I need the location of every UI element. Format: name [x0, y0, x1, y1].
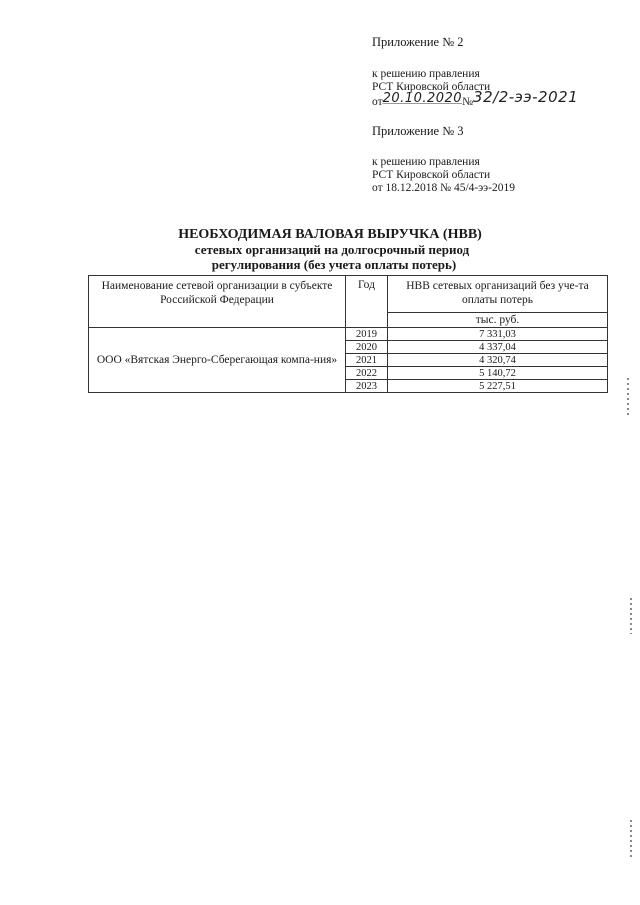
- appendix-2-line-2: РСТ Кировской области: [372, 81, 491, 93]
- header-unit: тыс. руб.: [388, 312, 608, 327]
- year-cell: 2020: [346, 341, 388, 354]
- year-cell: 2023: [346, 380, 388, 393]
- appendix-3-line-1: к решению правления: [372, 156, 480, 168]
- handwritten-number: 32/2-ээ-2021: [473, 88, 579, 106]
- header-year: Год: [346, 276, 388, 328]
- header-nvv: НВВ сетевых организаций без уче-та оплаты потерь: [388, 276, 608, 313]
- appendix-3-line-2: РСТ Кировской области: [372, 169, 491, 181]
- value-cell: 7 331,03: [388, 328, 608, 341]
- value-cell: 5 140,72: [388, 367, 608, 380]
- document-title: НЕОБХОДИМАЯ ВАЛОВАЯ ВЫРУЧКА (НВВ): [178, 227, 482, 242]
- nvv-table: [88, 275, 608, 393]
- document-subtitle-2: регулирования (без учета оплаты потерь): [211, 257, 457, 272]
- document-subtitle-1: сетевых организаций на долгосрочный период: [194, 242, 470, 257]
- value-cell: 4 320,74: [388, 354, 608, 367]
- year-cell: 2021: [346, 354, 388, 367]
- value-cell: 4 337,04: [388, 341, 608, 354]
- year-cell: 2022: [346, 367, 388, 380]
- scan-edge-mark: [630, 598, 632, 634]
- appendix-2-line-1: к решению правления: [372, 68, 480, 80]
- appendix-2-line-3: [372, 88, 579, 109]
- organization-name-cell: ООО «Вятская Энерго-Сберегающая компа-ния»: [89, 328, 346, 393]
- table-header-row: [89, 276, 608, 313]
- appendix-2-date-prefix: от: [372, 96, 383, 108]
- value-cell: 5 227,51: [388, 380, 608, 393]
- year-cell: 2019: [346, 328, 388, 341]
- appendix-2-number-sign: №: [462, 96, 474, 108]
- scan-edge-mark: [627, 378, 629, 418]
- appendix-2-title: Приложение № 2: [372, 35, 464, 49]
- scan-edge-mark: [630, 820, 632, 860]
- handwritten-date: 20.10.2020: [382, 91, 463, 106]
- appendix-3-line-3: от 18.12.2018 № 45/4-ээ-2019: [372, 182, 515, 194]
- appendix-3-title: Приложение № 3: [372, 124, 464, 138]
- header-organization-name: Наименование сетевой организации в субъекте Российской Федерации: [89, 276, 346, 328]
- table-row: [89, 328, 608, 341]
